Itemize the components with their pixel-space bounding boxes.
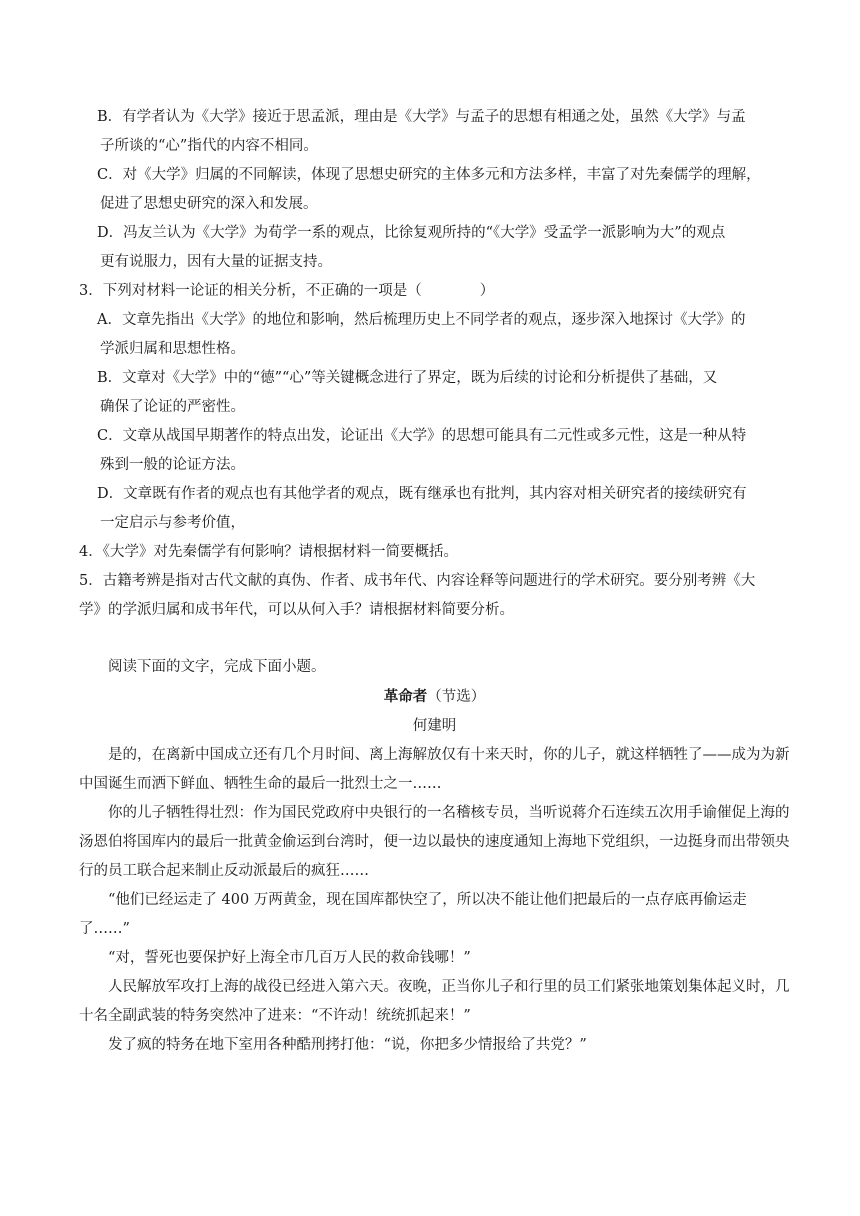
reading-intro: 阅读下面的文字，完成下面小题。 — [108, 659, 326, 675]
article-paragraph-5 — [79, 973, 790, 1031]
article-paragraph-6: 发了疯的特务在地下室用各种酷刑拷打他：“说，你把多少情报给了共党？” — [108, 1037, 587, 1053]
paragraph-5-cont: 时，几十名全副武装的特务突然冲了进来：“不许动！统统抓起来！” — [79, 979, 790, 1024]
article-paragraph-2 — [79, 799, 790, 886]
q5-line2: 学》的学派归属和成书年代，可以从何入手？请根据材料简要分析。 — [79, 602, 514, 618]
paragraph-2-text: 你的儿子牺牲得壮烈：作为国民党政府中央银行的一名稽核专员，当听说蒋介石连续五次用手谕催促 — [108, 805, 746, 821]
q2-option-d-line2: 更有说服力，因有大量的证据支持。 — [100, 254, 332, 270]
article-body — [79, 741, 790, 1060]
q3-option-c — [79, 422, 790, 480]
article-paragraph-4: “对，誓死也要保护好上海全市几百万人民的救命钱哪！” — [108, 950, 471, 966]
article-title-text: 革命者 — [383, 688, 428, 705]
article-title — [79, 682, 790, 712]
section-gap — [79, 625, 790, 653]
q2-option-c-line1: C．对《大学》归属的不同解读，体现了思想史研究的主体多元和方法多样，丰富了对先秦儒学的理解， — [97, 167, 761, 183]
q3-option-a — [79, 306, 790, 364]
article-paragraph-1 — [79, 741, 790, 799]
q3-stem: 3．下列对材料一论证的相关分析，不正确的一项是（ ） — [79, 283, 495, 299]
q3-option-b-line1: B．文章对《大学》中的“德”“心”等关键概念进行了界定，既为后续的讨论和分析提供了基础，又 — [97, 370, 718, 386]
q3-option-a-line2: 学派归属和思想性格。 — [100, 341, 245, 357]
q3-option-c-line2: 殊到一般的论证方法。 — [100, 457, 245, 473]
q2-option-b — [79, 103, 790, 161]
question-2-options — [79, 103, 790, 277]
article-author: 何建明 — [412, 718, 457, 734]
question-4: 4．《大学》对先秦儒学有何影响？请根据材料一简要概括。 — [79, 544, 458, 560]
question-5 — [79, 567, 790, 625]
q2-option-b-line1: B．有学者认为《大学》接近于思孟派，理由是《大学》与孟子的思想有相通之处，虽然《大学》与孟 — [97, 109, 746, 125]
q3-option-a-line1: A．文章先指出《大学》的地位和影响，然后梳理历史上不同学者的观点，逐步深入地探讨《大学》的 — [97, 312, 746, 328]
q2-option-d-line1: D．冯友兰认为《大学》为荀学一系的观点，比徐复观所持的“《大学》受孟学一派影响为大”的观点 — [97, 225, 726, 241]
q2-option-d — [79, 219, 790, 277]
paragraph-3-text: “他们已经运走了 400 万两黄金，现在国库都快空了，所以决不能让他们把最后的一点存底再偷运走 — [108, 892, 747, 908]
q3-option-d — [79, 480, 790, 538]
paragraph-2-cont-2: 身而出带领央行的员工联合起来制止反动派最后的疯狂…… — [79, 834, 790, 879]
paragraph-1-text: 是的，在离新中国成立还有几个月时间、离上海解放仅有十来天时，你的儿子，就这样牺牲了——成 — [108, 747, 746, 763]
q2-option-c-line2: 促进了思想史研究的深入和发展。 — [100, 196, 318, 212]
q3-option-d-line1: D．文章既有作者的观点也有其他学者的观点，既有继承也有批判，其内容对相关研究者的接续研究有 — [97, 486, 747, 502]
q3-option-b-line2: 确保了论证的严密性。 — [100, 399, 245, 415]
q2-option-b-line2: 子所谈的“心”指代的内容不相同。 — [100, 138, 318, 154]
paragraph-1-cont: 为为新中国诞生而洒下鲜血、牺牲生命的最后一批烈士之一…… — [79, 747, 790, 792]
q2-option-c — [79, 161, 790, 219]
question-3 — [79, 277, 790, 538]
paragraph-2-cont: 上海的汤恩伯将国库内的最后一批黄金偷运到台湾时，便一边以最快的速度通知上海地下党组织，一边挺 — [79, 805, 790, 850]
q5-line1: 5．古籍考辨是指对古代文献的真伪、作者、成书年代、内容诠释等问题进行的学术研究。要分别考辨《大 — [79, 573, 756, 589]
article-title-note: （节选） — [427, 689, 486, 705]
q3-option-c-line1: C．文章从战国早期著作的特点出发，论证出《大学》的思想可能具有二元性或多元性，这是一种从特 — [97, 428, 747, 444]
article-paragraph-3 — [79, 886, 790, 944]
q3-option-d-line2: 一定启示与参考价值， — [100, 515, 245, 531]
q3-option-b — [79, 364, 790, 422]
paragraph-5-text: 人民解放军攻打上海的战役已经进入第六天。夜晚，正当你儿子和行里的员工们紧张地策划集体起义 — [108, 979, 746, 995]
paragraph-3-cont: 了……” — [79, 921, 130, 937]
